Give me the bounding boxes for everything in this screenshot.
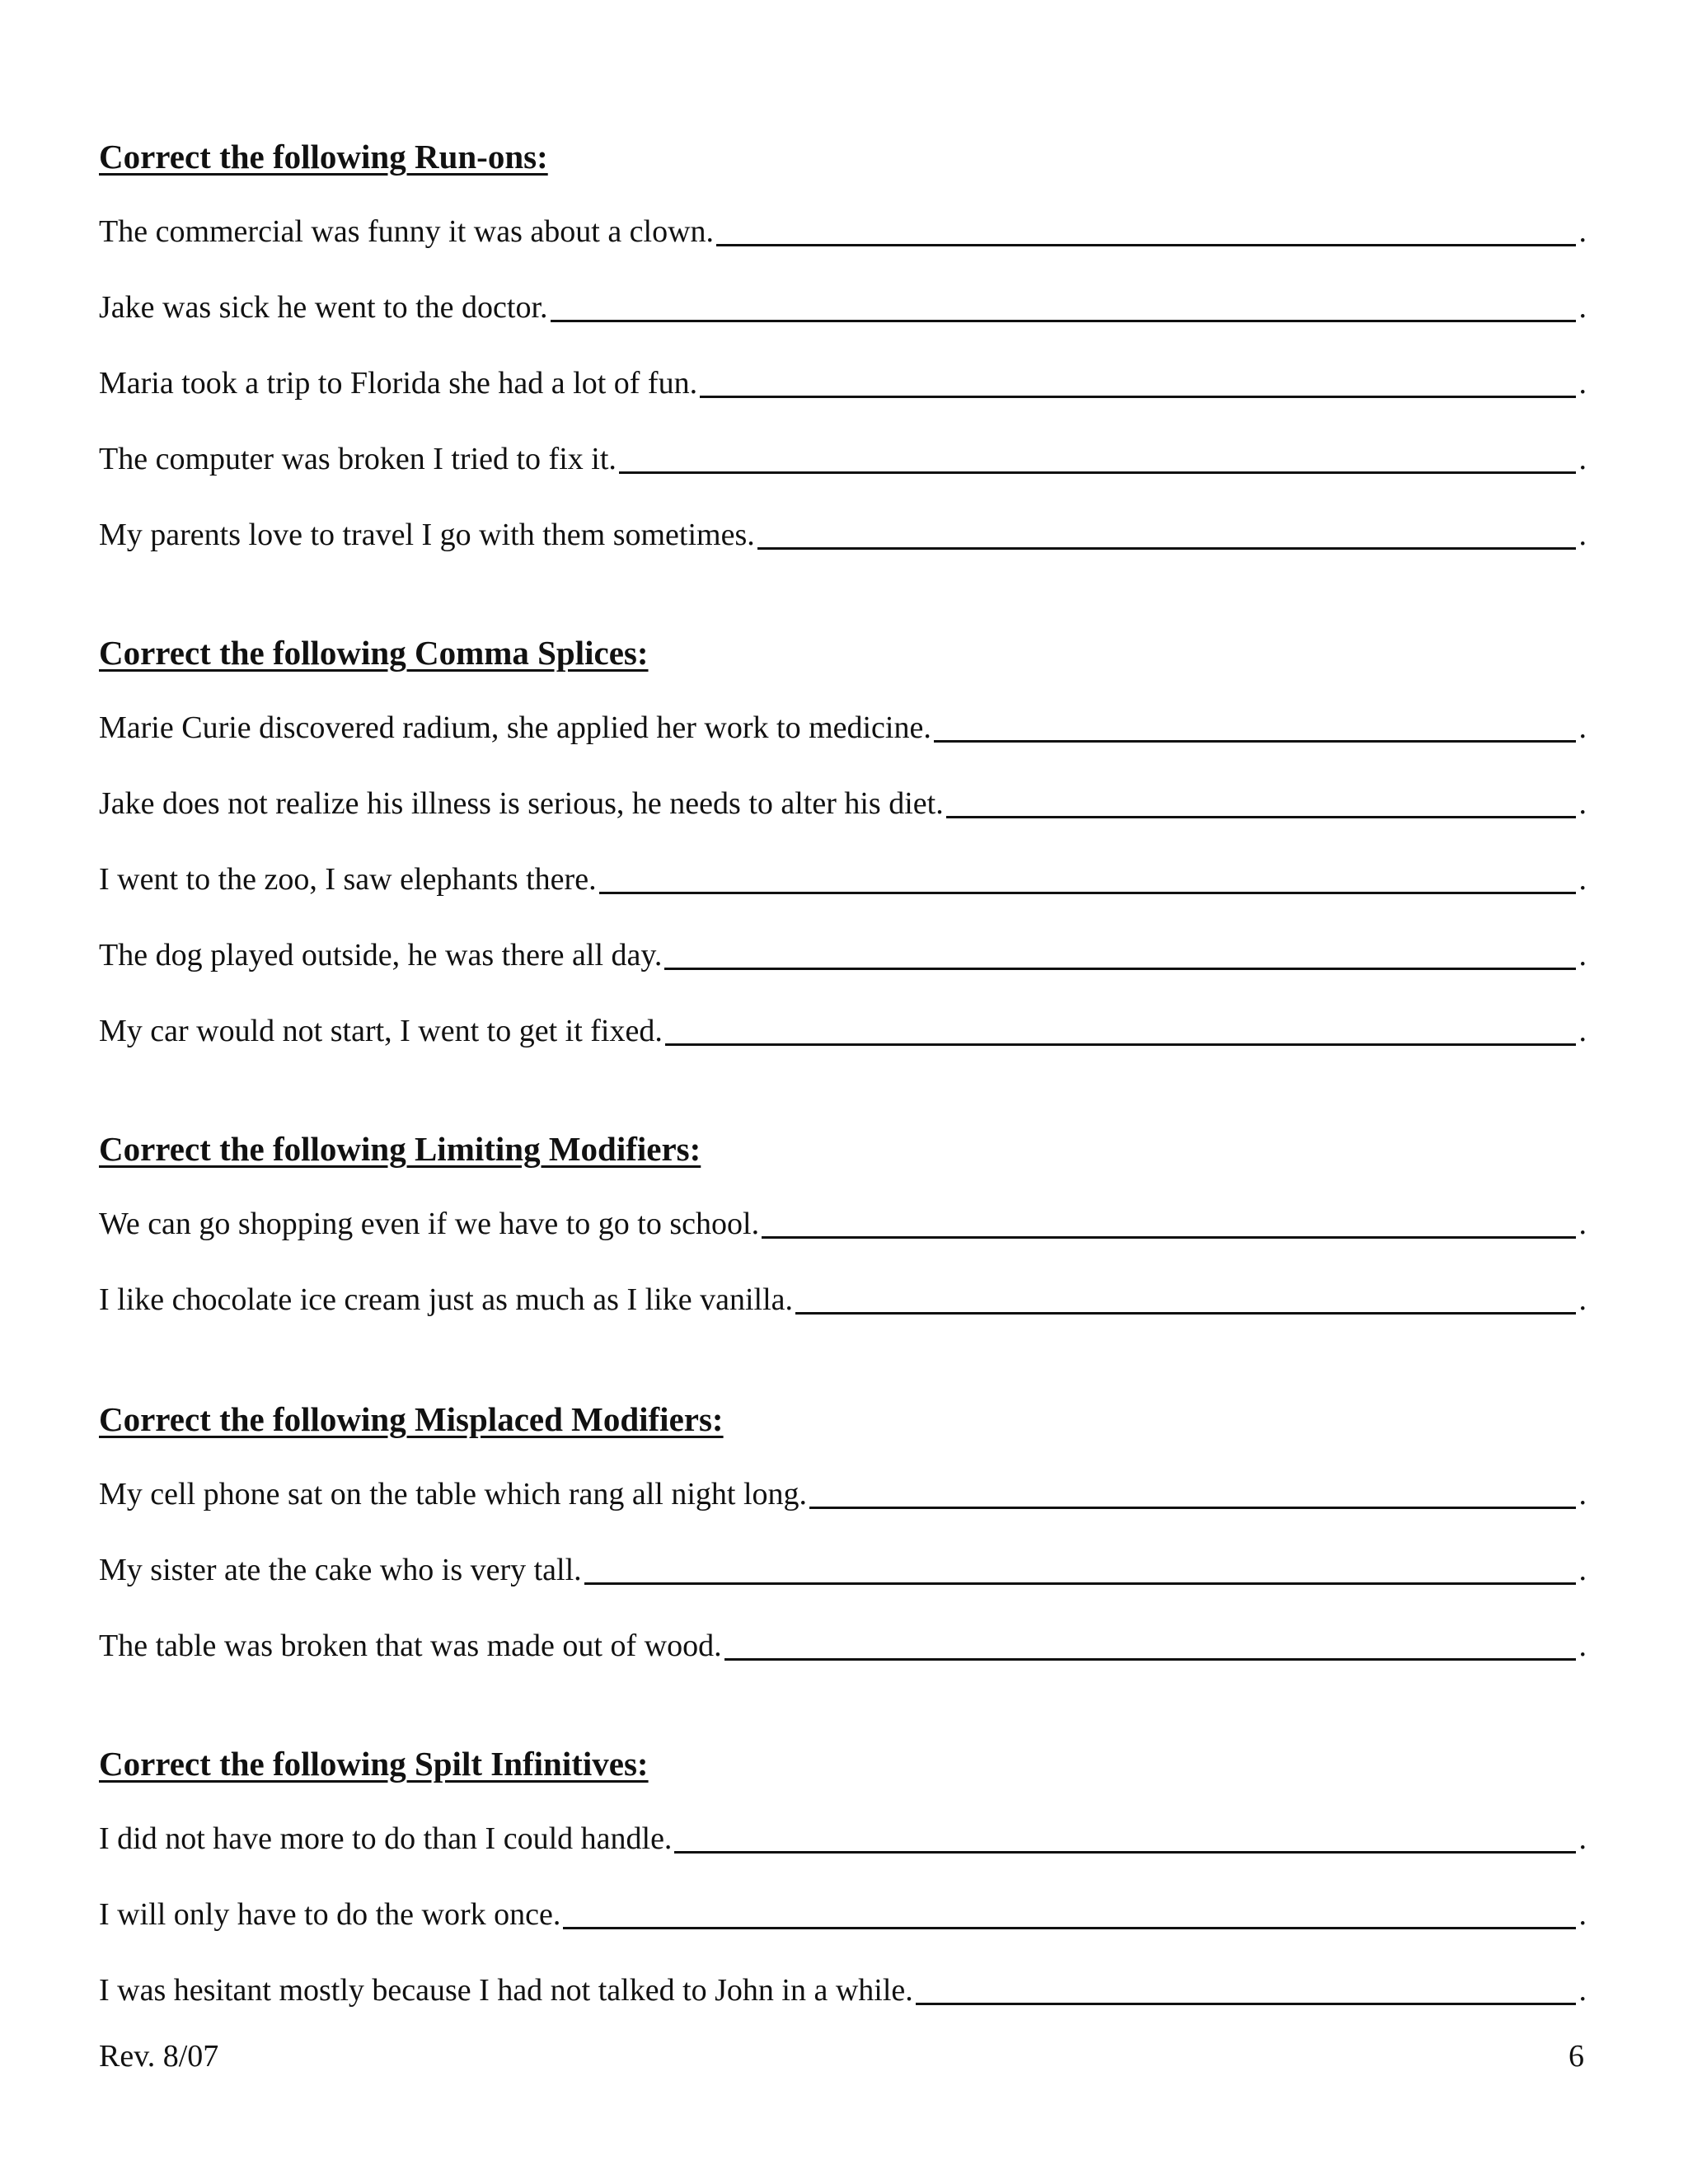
exercise-row — [99, 1479, 1587, 1510]
exercise-row — [99, 1208, 1587, 1240]
exercise-row — [99, 1554, 1587, 1586]
exercise-row — [99, 1899, 1587, 1930]
answer-blank[interactable] — [563, 1902, 1575, 1929]
exercise-row — [99, 712, 1587, 743]
exercise-sentence: Maria took a trip to Florida she had a lot of fun. — [99, 366, 698, 401]
line-end-period: . — [1578, 1477, 1587, 1511]
page-number: 6 — [1568, 2039, 1584, 2074]
exercise-sentence: My parents love to travel I go with them sometimes. — [99, 518, 755, 552]
line-end-period: . — [1578, 1629, 1587, 1663]
exercise-row — [99, 368, 1587, 399]
answer-blank[interactable] — [716, 219, 1575, 246]
line-end-period: . — [1578, 1553, 1587, 1587]
exercise-row — [99, 1284, 1587, 1315]
answer-blank[interactable] — [665, 1019, 1576, 1046]
answer-blank[interactable] — [674, 1826, 1575, 1854]
section-heading-misplaced-modifiers: Correct the following Misplaced Modifiers: — [99, 1400, 724, 1438]
answer-blank[interactable] — [664, 943, 1575, 970]
answer-blank[interactable] — [700, 371, 1575, 398]
exercise-sentence: I went to the zoo, I saw elephants there. — [99, 862, 597, 897]
line-end-period: . — [1578, 862, 1587, 897]
exercise-sentence: My cell phone sat on the table which rang all night long. — [99, 1477, 808, 1511]
exercise-sentence: Jake does not realize his illness is serious, he needs to alter his diet. — [99, 786, 944, 821]
exercise-sentence: My sister ate the cake who is very tall. — [99, 1553, 582, 1587]
exercise-row — [99, 443, 1587, 475]
section-heading-split-infinitives: Correct the following Spilt Infinitives: — [99, 1745, 649, 1783]
line-end-period: . — [1578, 710, 1587, 745]
answer-blank[interactable] — [757, 523, 1576, 550]
answer-blank[interactable] — [946, 791, 1576, 818]
exercise-sentence: Jake was sick he went to the doctor. — [99, 290, 548, 325]
exercise-row — [99, 1823, 1587, 1854]
exercise-row — [99, 940, 1587, 971]
line-end-period: . — [1578, 290, 1587, 325]
exercise-row — [99, 788, 1587, 819]
exercise-sentence: I was hesitant mostly because I had not talked to John in a while. — [99, 1973, 913, 2008]
exercise-row — [99, 1015, 1587, 1047]
line-end-period: . — [1578, 1897, 1587, 1932]
line-end-period: . — [1578, 1014, 1587, 1048]
exercise-row — [99, 292, 1587, 323]
exercise-sentence: The computer was broken I tried to fix it. — [99, 442, 617, 476]
line-end-period: . — [1578, 1821, 1587, 1856]
exercise-sentence: I will only have to do the work once. — [99, 1897, 561, 1932]
line-end-period: . — [1578, 518, 1587, 552]
answer-blank[interactable] — [551, 295, 1576, 322]
exercise-row — [99, 864, 1587, 895]
exercise-sentence: I did not have more to do than I could handle. — [99, 1821, 673, 1856]
answer-blank[interactable] — [584, 1558, 1576, 1585]
line-end-period: . — [1578, 1973, 1587, 2008]
exercise-sentence: The table was broken that was made out of wood. — [99, 1629, 722, 1663]
answer-blank[interactable] — [795, 1287, 1576, 1315]
line-end-period: . — [1578, 442, 1587, 476]
line-end-period: . — [1578, 1207, 1587, 1241]
section-heading-comma-splices: Correct the following Comma Splices: — [99, 634, 649, 672]
exercise-sentence: The dog played outside, he was there all day. — [99, 938, 663, 972]
section-heading-limiting-modifiers: Correct the following Limiting Modifiers: — [99, 1130, 701, 1168]
answer-blank[interactable] — [762, 1212, 1575, 1239]
answer-blank[interactable] — [809, 1482, 1575, 1509]
answer-blank[interactable] — [724, 1633, 1576, 1661]
line-end-period: . — [1578, 1282, 1587, 1317]
line-end-period: . — [1578, 786, 1587, 821]
exercise-sentence: We can go shopping even if we have to go to school. — [99, 1207, 760, 1241]
revision-label: Rev. 8/07 — [99, 2039, 219, 2074]
answer-blank[interactable] — [619, 447, 1576, 474]
line-end-period: . — [1578, 938, 1587, 972]
answer-blank[interactable] — [599, 867, 1576, 894]
exercise-sentence: The commercial was funny it was about a clown. — [99, 214, 715, 249]
exercise-sentence: I like chocolate ice cream just as much as I like vanilla. — [99, 1282, 793, 1317]
exercise-row — [99, 1975, 1587, 2006]
exercise-row — [99, 1630, 1587, 1661]
exercise-row — [99, 216, 1587, 247]
line-end-period: . — [1578, 214, 1587, 249]
exercise-sentence: Marie Curie discovered radium, she applied her work to medicine. — [99, 710, 931, 745]
exercise-row — [99, 519, 1587, 551]
answer-blank[interactable] — [916, 1978, 1576, 2005]
section-heading-run-ons: Correct the following Run-ons: — [99, 138, 548, 176]
answer-blank[interactable] — [934, 715, 1576, 743]
line-end-period: . — [1578, 366, 1587, 401]
exercise-sentence: My car would not start, I went to get it fixed. — [99, 1014, 663, 1048]
